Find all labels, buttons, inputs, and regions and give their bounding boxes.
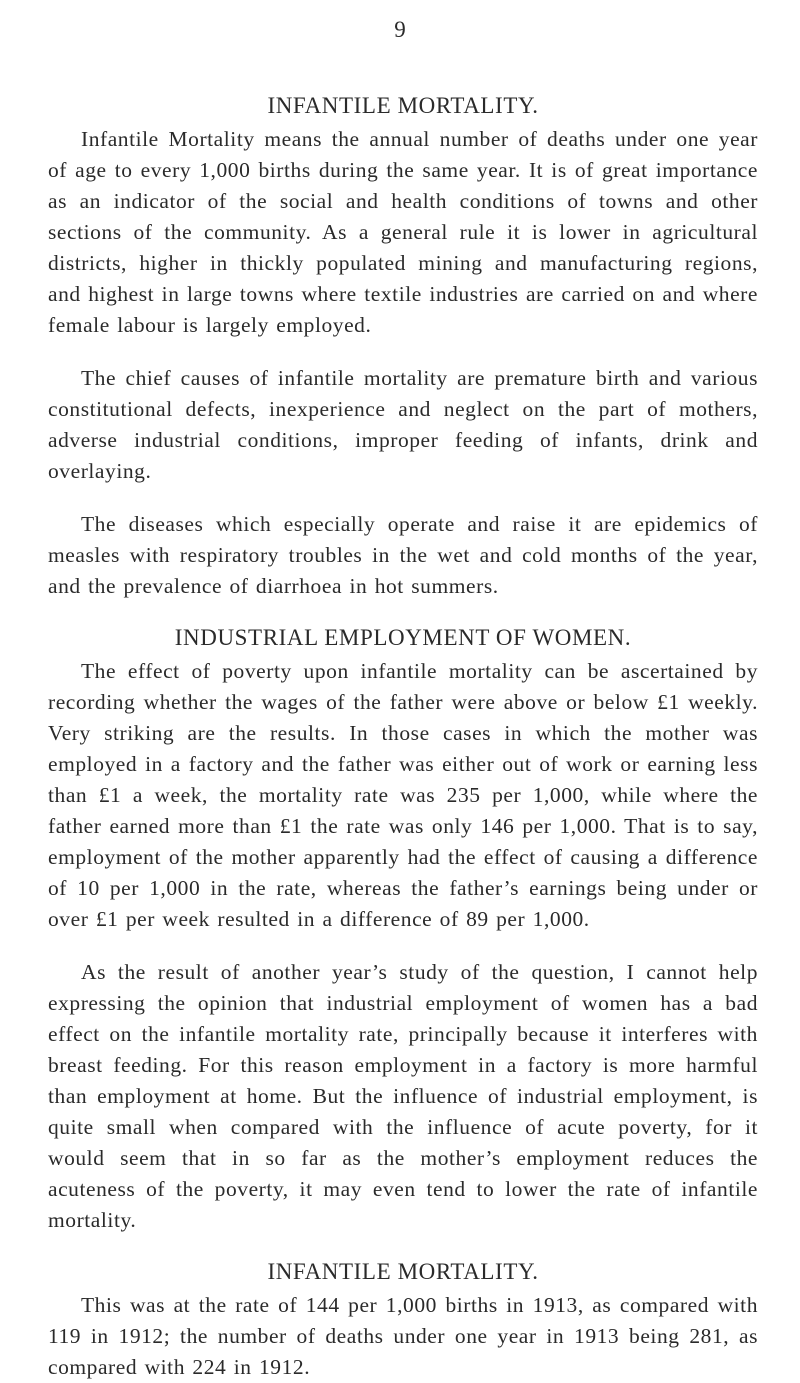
paragraph: The effect of poverty upon infantile mortality can be ascertained by recording whether the wages of the father were above or below £1 weekly. Very striking are the results. In those cases in which the mother was employed in a factory and the father was either out of work or earning less than £1 a week, the mortality rate was 235 per 1,000, while where the father earned more than £1 the rate was only 146 per 1,000. That is to say, employment of the mother apparently had the effect of causing a difference of 10 per 1,000 in the rate, whereas the father’s earnings being under or over £1 per week resulted in a difference of 89 per 1,000.: [48, 659, 758, 931]
paragraph: As the result of another year’s study of the question, I cannot help expressing the opinion that industrial employment of women has a bad effect on the infantile mortality rate, principally because it interferes with breast feeding. For this reason employment in a factory is more harmful than employment at home. But the influence of industrial employment, is quite small when compared with the influence of acute poverty, for it would seem that in so far as the mother’s employment reduces the acuteness of the poverty, it may even tend to lower the rate of infantile mortality.: [48, 960, 758, 1232]
section-infantile-mortality-rate: [48, 1258, 758, 1383]
section-heading: INFANTILE MORTALITY.: [267, 1259, 539, 1284]
section-infantile-mortality: [48, 92, 758, 602]
section-heading: INFANTILE MORTALITY.: [267, 93, 539, 118]
section-heading: INDUSTRIAL EMPLOYMENT OF WOMEN.: [174, 625, 632, 650]
page-body: [48, 92, 758, 1383]
paragraph: Infantile Mortality means the annual number of deaths under one year of age to every 1,000 births during the same year. It is of great importance as an indicator of the social and health conditions of towns and other sections of the community. As a general rule it is lower in agricultural districts, higher in thickly populated mining and manufacturing regions, and highest in large towns where textile industries are carried on and where female labour is largely employed.: [48, 127, 758, 337]
paragraph: The diseases which especially operate and raise it are epidemics of measles with respiratory troubles in the wet and cold months of the year, and the prevalence of diarrhoea in hot summers.: [48, 512, 758, 598]
page-number: 9: [394, 17, 406, 42]
paragraph: This was at the rate of 144 per 1,000 births in 1913, as compared with 119 in 1912; the number of deaths under one year in 1913 being 281, as compared with 224 in 1912.: [48, 1293, 758, 1379]
section-industrial-employment: [48, 624, 758, 1236]
paragraph: The chief causes of infantile mortality are premature birth and various constitutional defects, inexperience and neglect on the part of mothers, adverse industrial conditions, improper feeding of infants, drink and overlaying.: [48, 366, 758, 483]
